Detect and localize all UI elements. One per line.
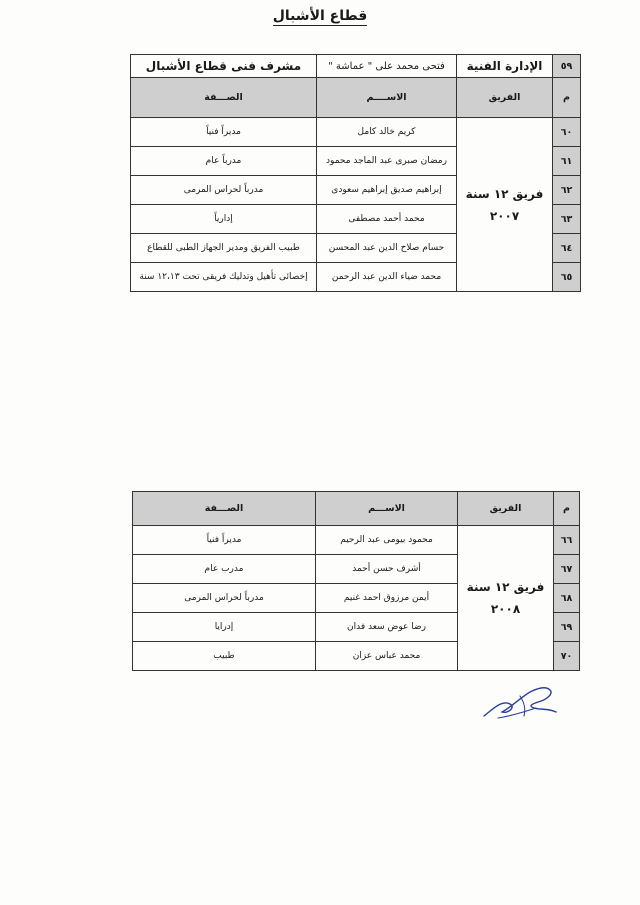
header-position: الصـــفة bbox=[131, 78, 317, 118]
page-title-text: قطاع الأشبال bbox=[272, 8, 368, 24]
row-number: ٥٩ bbox=[553, 55, 581, 78]
header-number: م bbox=[553, 78, 581, 118]
header-team: الفريق bbox=[458, 492, 554, 526]
header-team: الفريق bbox=[457, 78, 553, 118]
page-title bbox=[0, 8, 640, 24]
supervisor-position: مشرف فنى قطاع الأشبال bbox=[131, 55, 317, 78]
staff-position: طبيب bbox=[133, 642, 316, 671]
table-row bbox=[131, 118, 581, 147]
staff-position: مدرباً لحراس المرمى bbox=[131, 176, 317, 205]
staff-name: أشرف حسن أحمد bbox=[316, 555, 458, 584]
row-number: ٦٠ bbox=[553, 118, 581, 147]
header-name: الاســــم bbox=[317, 78, 457, 118]
header-name: الاســـم bbox=[316, 492, 458, 526]
table-row bbox=[133, 526, 580, 555]
staff-table-2007 bbox=[130, 54, 581, 292]
staff-position: إخصائى تأهيل وتدليك فريقى تحت ١٢،١٣ سنة bbox=[131, 263, 317, 292]
technical-management-label: الإدارة الفنية bbox=[457, 55, 553, 78]
row-number: ٦٧ bbox=[554, 555, 580, 584]
signature bbox=[480, 678, 560, 723]
team-year: ٢٠٠٧ bbox=[489, 208, 520, 223]
staff-name: محمود بيومى عبد الرحيم bbox=[316, 526, 458, 555]
table-header-row bbox=[131, 78, 581, 118]
staff-table-2008 bbox=[132, 491, 580, 671]
staff-name: كريم خالد كامل bbox=[317, 118, 457, 147]
team-label: فريق ١٢ سنة bbox=[466, 580, 545, 594]
supervisor-name: فتحى محمد على " عماشة " bbox=[317, 55, 457, 78]
staff-name: رضا عوض سعد فدان bbox=[316, 613, 458, 642]
staff-position: إدارياً bbox=[131, 205, 317, 234]
team-cell bbox=[458, 526, 554, 671]
row-number: ٧٠ bbox=[554, 642, 580, 671]
staff-position: مدرباً لحراس المرمى bbox=[133, 584, 316, 613]
header-position: الصـــفة bbox=[133, 492, 316, 526]
staff-position: مدرب عام bbox=[133, 555, 316, 584]
staff-position: مديراً فنياً bbox=[131, 118, 317, 147]
technical-management-row bbox=[131, 55, 581, 78]
row-number: ٦٦ bbox=[554, 526, 580, 555]
staff-name: إبراهيم صديق إبراهيم سعودى bbox=[317, 176, 457, 205]
staff-name: رمضان صبرى عبد الماجد محمود bbox=[317, 147, 457, 176]
staff-position: طبيب الفريق ومدير الجهاز الطبى للقطاع bbox=[131, 234, 317, 263]
staff-name: حسام صلاح الدين عبد المحسن bbox=[317, 234, 457, 263]
staff-position: مديراً فنياً bbox=[133, 526, 316, 555]
staff-name: محمد ضياء الدين عبد الرحمن bbox=[317, 263, 457, 292]
team-label: فريق ١٢ سنة bbox=[465, 186, 544, 201]
row-number: ٦٢ bbox=[553, 176, 581, 205]
row-number: ٦٣ bbox=[553, 205, 581, 234]
header-number: م bbox=[554, 492, 580, 526]
staff-position: إدرايا bbox=[133, 613, 316, 642]
table-header-row bbox=[133, 492, 580, 526]
row-number: ٦١ bbox=[553, 147, 581, 176]
staff-name: أيمن مرزوق احمد غنيم bbox=[316, 584, 458, 613]
team-cell bbox=[457, 118, 553, 292]
staff-name: محمد أحمد مصطفى bbox=[317, 205, 457, 234]
staff-position: مدرباً عام bbox=[131, 147, 317, 176]
staff-name: محمد عباس عزان bbox=[316, 642, 458, 671]
row-number: ٦٥ bbox=[553, 263, 581, 292]
row-number: ٦٨ bbox=[554, 584, 580, 613]
team-year: ٢٠٠٨ bbox=[490, 602, 521, 616]
row-number: ٦٩ bbox=[554, 613, 580, 642]
row-number: ٦٤ bbox=[553, 234, 581, 263]
